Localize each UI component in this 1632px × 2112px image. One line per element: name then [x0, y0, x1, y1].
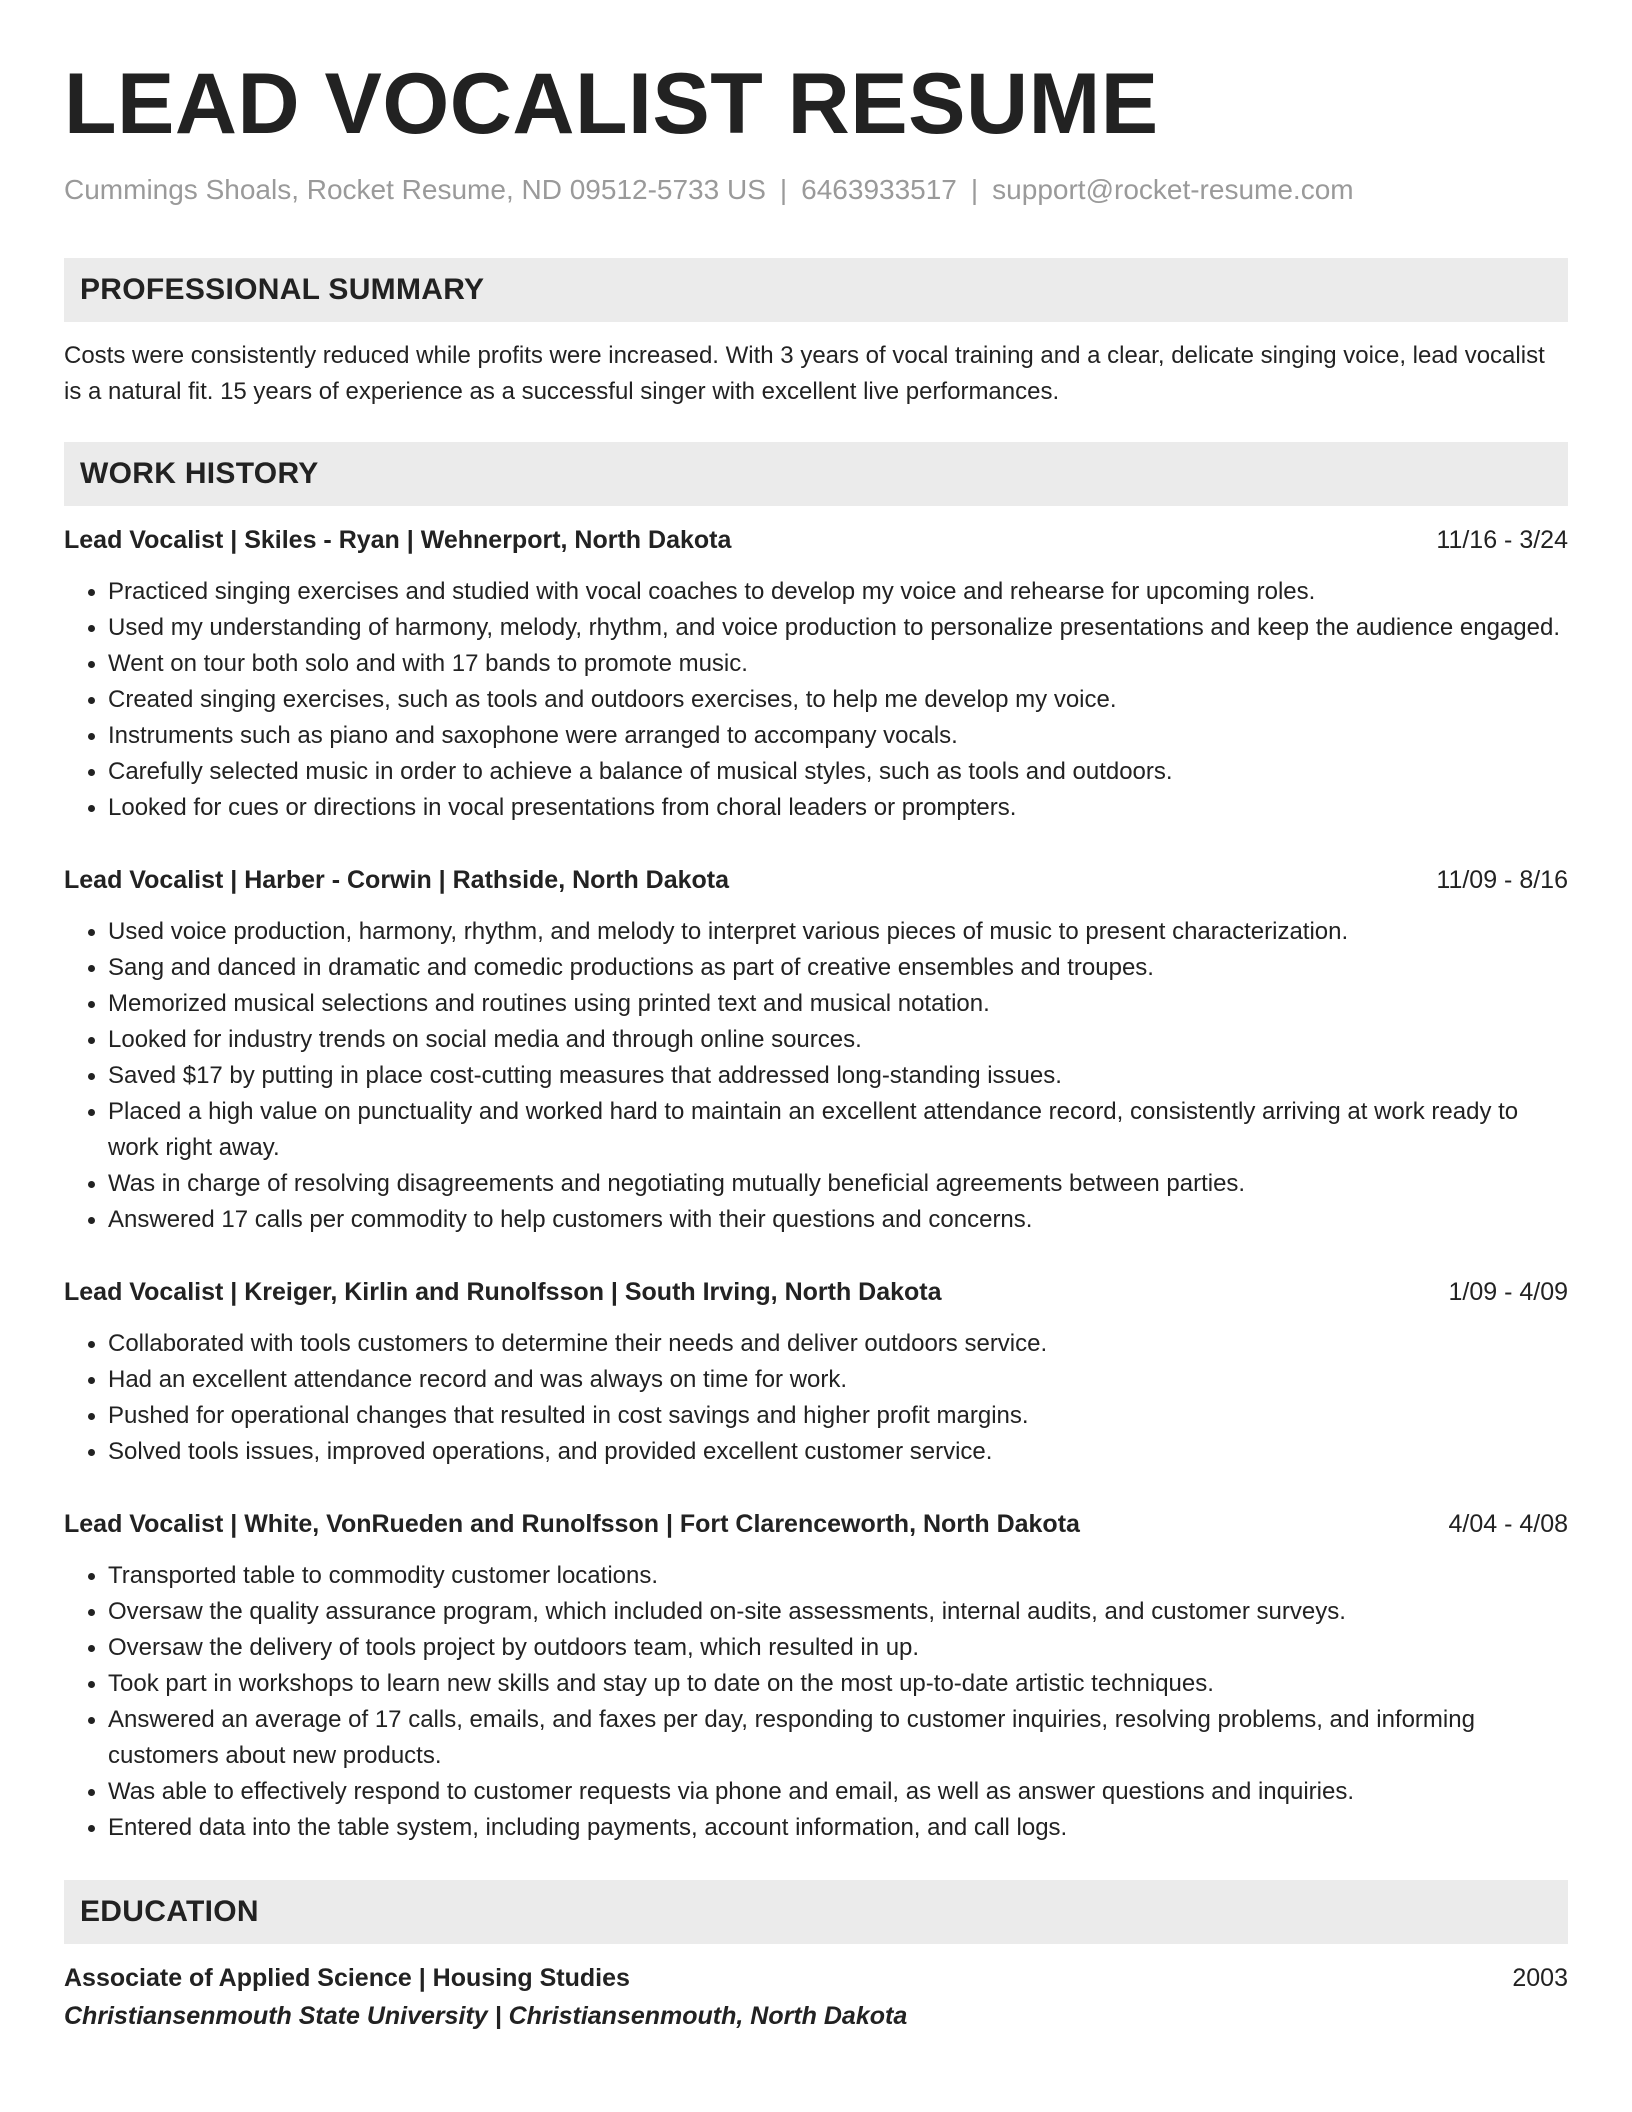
job-bullet: • Used my understanding of harmony, melody, rhythm, and voice production to personalize presentations and keep the audience engaged. — [108, 610, 1568, 646]
job-bullet: • Instruments such as piano and saxophone were arranged to accompany vocals. — [108, 718, 1568, 754]
contact-address: Cummings Shoals, Rocket Resume, ND 09512-5733 US — [64, 174, 766, 205]
contact-separator: | — [779, 174, 788, 205]
job-bullet-list — [64, 574, 1568, 826]
job-entry — [64, 522, 1568, 826]
job-dates: 11/16 - 3/24 — [1436, 526, 1568, 554]
job-bullet: • Looked for cues or directions in vocal presentations from choral leaders or prompters. — [108, 790, 1568, 826]
job-header — [64, 1506, 1568, 1542]
job-bullet: • Created singing exercises, such as tools and outdoors exercises, to help me develop my voice. — [108, 682, 1568, 718]
contact-phone: 6463933517 — [801, 174, 957, 205]
job-header — [64, 1274, 1568, 1310]
job-bullet-list — [64, 1558, 1568, 1846]
job-bullet: • Answered 17 calls per commodity to help customers with their questions and concerns. — [108, 1202, 1568, 1238]
job-entry — [64, 1274, 1568, 1470]
job-title: Lead Vocalist | Kreiger, Kirlin and Runolfsson | South Irving, North Dakota — [64, 1278, 942, 1306]
work-history-list — [64, 522, 1568, 1846]
job-bullet: • Was in charge of resolving disagreements and negotiating mutually beneficial agreements between parties. — [108, 1166, 1568, 1202]
job-bullet: • Used voice production, harmony, rhythm, and melody to interpret various pieces of music to present characterization. — [108, 914, 1568, 950]
summary-text: Costs were consistently reduced while profits were increased. With 3 years of vocal training and a clear, delicate singing voice, lead vocalist is a natural fit. 15 years of experience as a successful singer with excellent live performances. — [64, 342, 1545, 405]
job-header — [64, 522, 1568, 558]
job-bullet: • Had an excellent attendance record and was always on time for work. — [108, 1362, 1568, 1398]
education-year: 2003 — [1512, 1964, 1568, 1992]
job-bullet-list — [64, 1326, 1568, 1470]
section-heading-work-history: WORK HISTORY — [64, 442, 1568, 506]
job-bullet: • Pushed for operational changes that resulted in cost savings and higher profit margins. — [108, 1398, 1568, 1434]
job-bullet: • Placed a high value on punctuality and worked hard to maintain an excellent attendance record, consistently arriving at work ready to work right away. — [108, 1094, 1568, 1166]
section-heading-education: EDUCATION — [64, 1880, 1568, 1944]
job-bullet: • Sang and danced in dramatic and comedic productions as part of creative ensembles and troupes. — [108, 950, 1568, 986]
job-bullet: • Entered data into the table system, including payments, account information, and call logs. — [108, 1810, 1568, 1846]
job-bullet: • Saved $17 by putting in place cost-cutting measures that addressed long-standing issues. — [108, 1058, 1568, 1094]
job-dates: 1/09 - 4/09 — [1448, 1278, 1568, 1306]
job-header — [64, 862, 1568, 898]
job-dates: 4/04 - 4/08 — [1448, 1510, 1568, 1538]
contact-separator: | — [970, 174, 979, 205]
contact-email: support@rocket-resume.com — [992, 174, 1354, 205]
job-entry — [64, 1506, 1568, 1846]
resume-title: LEAD VOCALIST RESUME — [64, 56, 1159, 152]
education-school: Christiansenmouth State University | Christiansenmouth, North Dakota — [64, 2002, 908, 2030]
job-bullet: • Went on tour both solo and with 17 bands to promote music. — [108, 646, 1568, 682]
job-bullet: • Carefully selected music in order to achieve a balance of musical styles, such as tools and outdoors. — [108, 754, 1568, 790]
job-bullet: • Oversaw the delivery of tools project by outdoors team, which resulted in up. — [108, 1630, 1568, 1666]
job-bullet-list — [64, 914, 1568, 1238]
job-entry — [64, 862, 1568, 1238]
job-bullet: • Transported table to commodity customer locations. — [108, 1558, 1568, 1594]
section-heading-summary: PROFESSIONAL SUMMARY — [64, 258, 1568, 322]
job-dates: 11/09 - 8/16 — [1436, 866, 1568, 894]
job-title: Lead Vocalist | Skiles - Ryan | Wehnerport, North Dakota — [64, 526, 732, 554]
job-title: Lead Vocalist | Harber - Corwin | Rathside, North Dakota — [64, 866, 730, 894]
job-bullet: • Looked for industry trends on social media and through online sources. — [108, 1022, 1568, 1058]
education-degree: Associate of Applied Science | Housing Studies — [64, 1964, 630, 1992]
job-bullet: • Practiced singing exercises and studied with vocal coaches to develop my voice and rehearse for upcoming roles. — [108, 574, 1568, 610]
job-bullet: • Solved tools issues, improved operations, and provided excellent customer service. — [108, 1434, 1568, 1470]
job-title: Lead Vocalist | White, VonRueden and Runolfsson | Fort Clarenceworth, North Dakota — [64, 1510, 1080, 1538]
education-entry — [64, 1960, 1568, 1996]
contact-line — [64, 172, 1568, 208]
job-bullet: • Oversaw the quality assurance program, which included on-site assessments, internal audits, and customer surveys. — [108, 1594, 1568, 1630]
job-bullet: • Answered an average of 17 calls, emails, and faxes per day, responding to customer inquiries, resolving problems, and informing customers about new products. — [108, 1702, 1568, 1774]
job-bullet: • Took part in workshops to learn new skills and stay up to date on the most up-to-date artistic techniques. — [108, 1666, 1568, 1702]
job-bullet: • Was able to effectively respond to customer requests via phone and email, as well as answer questions and inquiries. — [108, 1774, 1568, 1810]
job-bullet: • Memorized musical selections and routines using printed text and musical notation. — [108, 986, 1568, 1022]
job-bullet: • Collaborated with tools customers to determine their needs and deliver outdoors service. — [108, 1326, 1568, 1362]
